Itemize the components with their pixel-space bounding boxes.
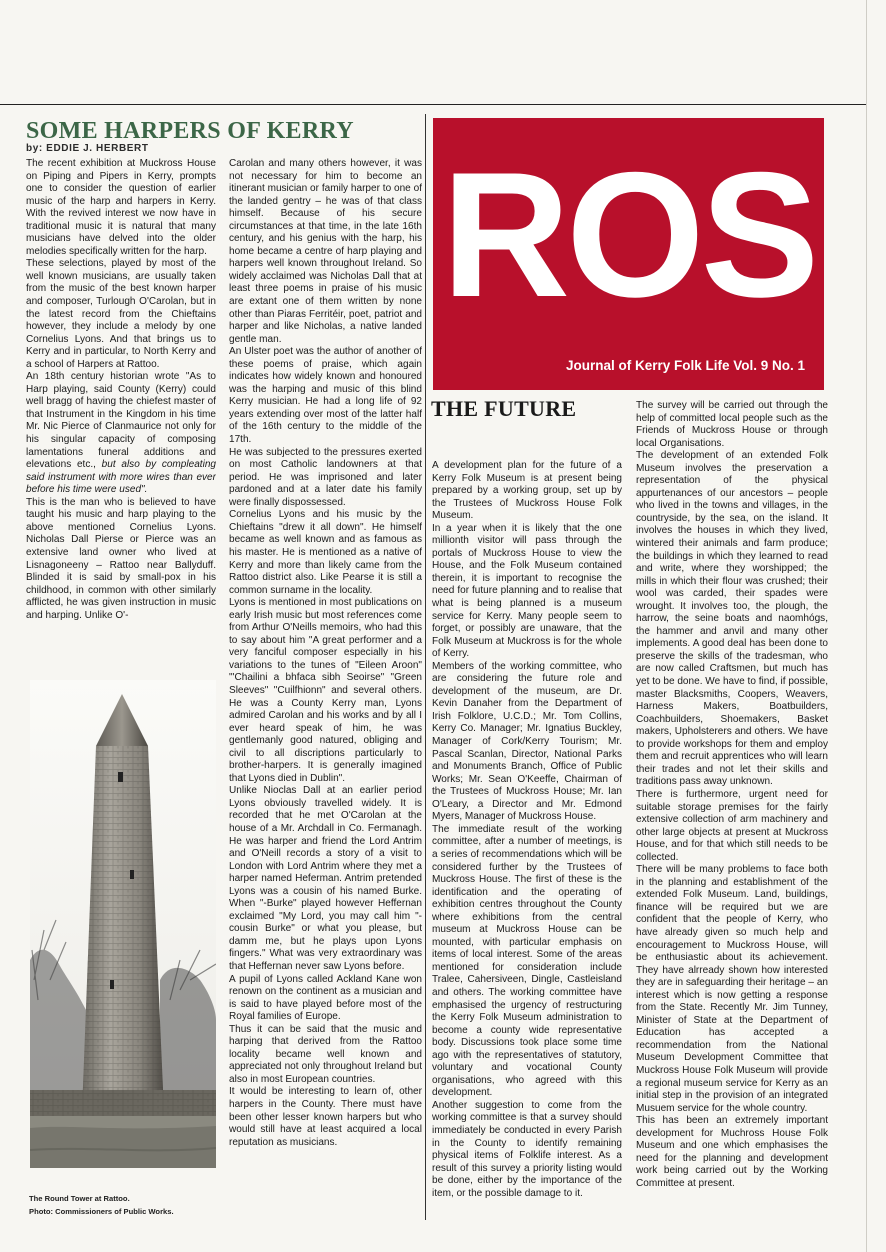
- paragraph: Cornelius Lyons and his music by the Chieftains "drew it all down". He himself became as well known and as famous as his master. He is mentioned as a native of Kerry and more than likely came from the Rattoo district also. Like Pearse it is still a common surname in the locality.: [229, 509, 422, 596]
- round-tower-image: [30, 680, 216, 1168]
- quote-text: An 18th century historian wrote "As to Harp playing, said County (Kerry) could well bragg of having the chiefest master of that Instrument in the Kingdom in his time Mr. Nic Pierce of Clanmaurice not only for his singular capacity of composing lamentations funeral additions and elevations etc.,: [26, 371, 216, 471]
- paragraph: [26, 371, 216, 496]
- paragraph: Thus it can be said that the music and harping that derived from the Rattoo locality became well known and appreciated not only throughout Ireland but also in most European countries.: [229, 1023, 422, 1085]
- future-column-1: [432, 460, 622, 1222]
- paragraph: A pupil of Lyons called Ackland Kane won renown on the continent as a musician and is said to have played before most of the Royal families of Europe.: [229, 973, 422, 1023]
- paragraph: These selections, played by most of the well known musicians, are usually taken from the music of the best known harper and composer, Turlough O'Carolan, but in the latest record from the Chieftains however, they include a melody by one Cornelius Lyons. And that brings us to Kerry and in particular, to North Kerry and a school of Harpers at Rattoo.: [26, 258, 216, 370]
- paragraph: The recent exhibition at Muckross House on Piping and Pipers in Kerry, prompts one to consider the question of earlier music of the harp and harpers in Kerry. With the revived interest we now have in traditional music it is natural that many musicians have delved into the older melodies specifically written for the harp.: [26, 158, 216, 257]
- paragraph: Members of the working committee, who are considering the future role and development of the museum, are Dr. Kevin Danaher from the Department of Irish Folklore, U.C.D.; Mr. Tom Collins, Kerry Co. Manager; Mr. Ignatius Buckley, Manager of Cork/Kerry Tourism; Mr. Pascal Scanlan, Director, National Parks and Monuments Branch, Office of Public Works; Mr. Sean O'Keeffe, Chairman of the Trustees of Muckross House; Mr. Ian O'Leary, a Director and Mr. Edmond Myers, Manager of Muckross House.: [432, 660, 622, 823]
- paragraph: Unlike Nioclas Dall at an earlier period Lyons obviously travelled widely. It is recorded that he met O'Carolan at the house of a Mr. Archdall in Co. Fermanagh. He was harper and friend the Lord Antrim and O'Neill records a story of a visit to London with Lord Antrim where they met a harper named Heferman. Antrim pretended Lyons was a cousin of his named Burke. When "-Burke" played however Heffernan exclaimed "My Lord, you may call him "-cousin Burke" or what you please, but damm me, but he plays upon Lyons fingers." What was very extraordinary was that Heffernan never saw Lyons before.: [229, 785, 422, 972]
- paragraph: The development of an extended Folk Museum involves the preservation a representation of the physical appurtenances of our ancestors – people who lived in the towns and villages, in the countryside, by the sea, on the island. It involves the houses in which they lived, wintered their animals and farm produce; the buildings in which they learned to read and write, where they worshipped; the mills in which their flour was crushed; their wool was carded, their spades were wrought. It involves too, the plough, the harrow, the seine boats and naomhógs, the hammer and anvil and many other implements. A good deal has been done to preserve the skills of the tradesman, who are now called Craftsmen, but much has yet to be done. We have to find, if possible, master Blacksmiths, Coopers, Weavers, Harness Makers, Boatbuilders, Coachbuilders, Shoemakers, Basket makers, Upholsterers and others. We have to provide workshops for them and employ them and recruit apprentices who will learn their trades and not let their skills and traditions pass away unknown.: [636, 450, 828, 788]
- quote-italic: but also by compleating said instrument with more wires than ever before his time were used".: [26, 459, 216, 496]
- paragraph: Another suggestion to come from the working committee is that a survey should immediately be conducted in every Parish in the County to identify remaining physical items of Folklife interest. As a result of this survey a priority listing would be done, either by the importance of the item, or the possible damage to it.: [432, 1099, 622, 1199]
- article-title: SOME HARPERS OF KERRY: [26, 118, 354, 144]
- masthead-title: ROS: [441, 135, 816, 334]
- round-tower-photo: [30, 680, 216, 1168]
- paragraph: Carolan and many others however, it was not necessary for him to become an itinerant musician or family harper to one of the landed gentry – he was of that class himself. Because of his secure circumstances at that time, in the late 16th century, and his genius with the harp, his home became a centre of harp playing and harpers well known throughout Ireland. So widely acclaimed was Nicholas Dall that at least three poems in praise of his music are extant one of them written by none other than Piaras Ferritéir, poet, patriot and harper and like Nicholas, a native landed gentle man.: [229, 158, 422, 345]
- paragraph: This is the man who is believed to have taught his music and harp playing to the above mentioned Cornelius Lyons. Nicholas Dall Pierse or Pierce was an extensive land owner who lived at Lisnagoneeny – Rattoo near Ballyduff. Blinded it is said by small-pox in his childhood, in common with other similarly afflicted, he was given instruction in music and harping. Unlike O'-: [26, 496, 216, 621]
- paragraph: It would be interesting to learn of, other harpers in the County. There must have been other lesser known harpers but who would still have at least acquired a local reputation as musicians.: [229, 1086, 422, 1148]
- paragraph: Lyons is mentioned in most publications on early Irish music but most references come from Arthur O'Neills memoirs, who had this to say about him "A great performer and a very fanciful composer especially in his variations to the tunes of "Eileen Aroon" "'Chailini a bhfaca sibh Seoirse" "Green Sleeves" "Cuilfhionn" and several others. He was a County Kerry man, Lyons admired Carolan and his works and by all I ever heard speak of him, he was gentlemanly good natured, obliging and civil to all discriptions particularly to brother-harpers. It is generally imagined that Lyons died in Dublin".: [229, 597, 422, 784]
- article-column-2: [229, 158, 422, 1220]
- photo-caption-title: The Round Tower at Rattoo.: [29, 1194, 130, 1203]
- future-column-2: [636, 400, 828, 1222]
- future-heading: THE FUTURE: [431, 396, 577, 421]
- top-rule: [0, 104, 866, 105]
- masthead-subtitle: Journal of Kerry Folk Life Vol. 9 No. 1: [565, 358, 805, 373]
- paragraph: The survey will be carried out through the help of committed local people such as the Friends of Muckross House or through local Organisations.: [636, 400, 828, 449]
- paragraph: The immediate result of the working committee, after a number of meetings, is a series of recommendations which will be considered further by the Trustees of Muckross House. The first of these is the identification and the operating of exhibition centres throughout the County where exhibitions from the central museum at Muckross House can be mounted, with particular emphasis on items of local interest. Some of the areas mentioned for consideration include Tralee, Cahersiveen, Dingle, Castleisland and others. The working committee have emphasised the urgency of restructuring the Kerry Folk Museum administration to become a county wide representative body. Discussions took place some time ago with the representatives of statutory, voluntary and vocational County organisations, who agreed with this development.: [432, 823, 622, 1099]
- article-byline: by: EDDIE J. HERBERT: [26, 143, 149, 154]
- paragraph: An Ulster poet was the author of another of these poems of praise, which again indicates how widely known and honoured was the harping and music of this blind Kerry musician. He had a long life of 92 years extending over most of the latter half of the 16th century to the middle of the 17th.: [229, 346, 422, 446]
- article-column-1: [26, 158, 216, 670]
- paragraph: In a year when it is likely that the one millionth visitor will pass through the portals of Muckross House to view the House, and the Folk Museum contained therein, it is important to recognise the need for future planning and to realise that what is being planned is a museum service for Kerry. Many people seem to forget, or possibly are unaware, that the Folk Museum at Muckross is for the whole of Kerry.: [432, 522, 622, 660]
- paragraph: This has been an extremely important development for Muchross House Folk Museum and one which emphasises the need for the planning and development work being carried out by the Working Committee at present.: [636, 1115, 828, 1189]
- photo-caption: [29, 1193, 229, 1218]
- masthead-banner: [433, 118, 824, 390]
- paragraph: He was subjected to the pressures exerted on most Catholic landowners at that period. He was imprisoned and later pardoned and at a later date his family were finally dispossessed.: [229, 446, 422, 508]
- column-divider: [425, 114, 426, 1220]
- page-edge: [866, 0, 867, 1252]
- paragraph: There is furthermore, urgent need for suitable storage premises for the fairly extensive collection of arm machinery and other large objects at present at Muckross House, and for that which still needs to be collected.: [636, 788, 828, 863]
- photo-caption-credit: Photo: Commissioners of Public Works.: [29, 1206, 174, 1216]
- paragraph: A development plan for the future of a Kerry Folk Museum is at present being prepared by a working group, set up by the Trustees of Muckross House Folk Museum.: [432, 460, 622, 522]
- paragraph: There will be many problems to face both in the planning and establishment of the extended Folk Museum. Land, buildings, finance will be required but we are confident that the people of Kerry, who have already given so much help and encouragement to Muckross House, will be enthusiastic about its achievement. They have alrready shown how interested they are in safeguarding their heritage – an interest which is now getting a response from the State. Recently Mr. Jim Tunney, Minister of State at the Department of Education has accepted a recommendation from the National Museum Development Committee that Muckross House Folk Museum will provide a regional museum service for Kerry as an initial step in the provision of an integrated Musuem service for the whole country.: [636, 864, 828, 1114]
